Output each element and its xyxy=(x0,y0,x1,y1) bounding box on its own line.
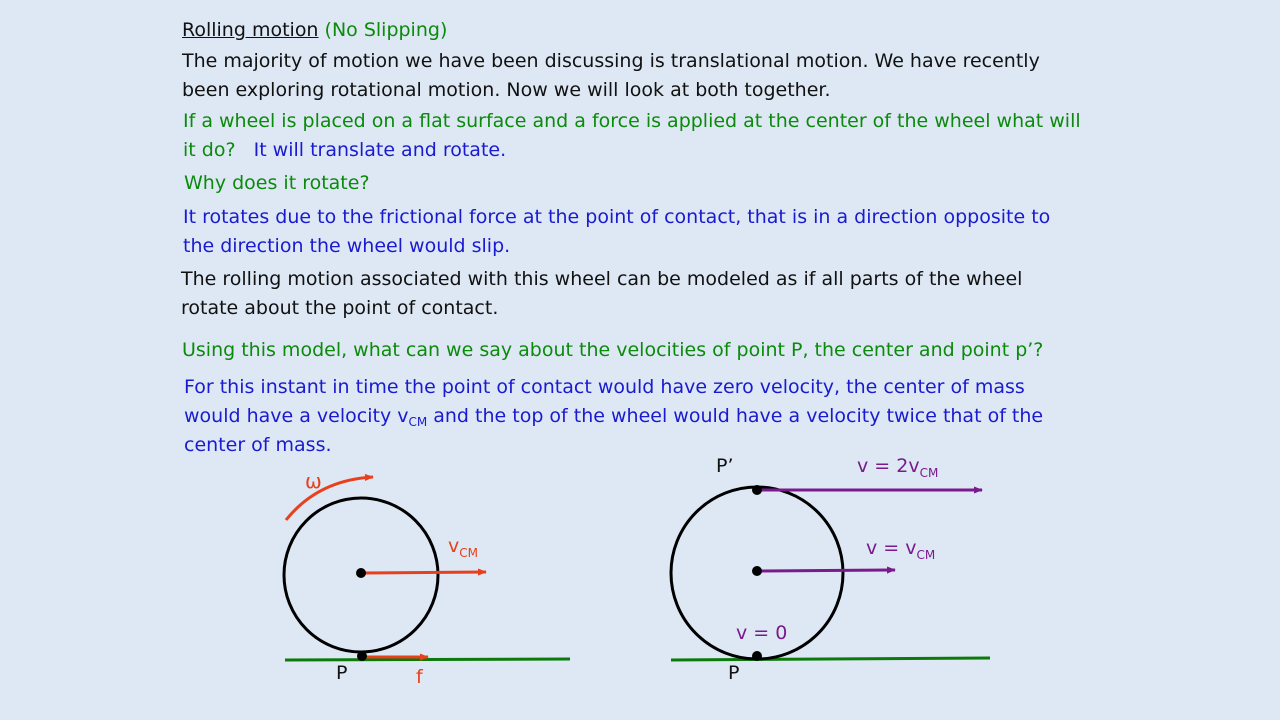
answer-2-line-2: the direction the wheel would slip. xyxy=(183,235,511,257)
right-point-p-label: P xyxy=(728,662,740,684)
top-velocity-main: v = 2v xyxy=(857,455,920,477)
left-center-dot xyxy=(356,568,366,578)
center-velocity-sub: CM xyxy=(916,548,936,562)
right-wheel-diagram xyxy=(671,455,990,684)
right-ground-line xyxy=(671,658,990,660)
center-velocity-main: v = v xyxy=(866,537,917,559)
left-point-p-label: P xyxy=(336,662,348,684)
answer-3-line-2-sub: CM xyxy=(408,415,428,429)
top-velocity-sub: CM xyxy=(919,466,939,480)
zero-velocity-label: v = 0 xyxy=(736,622,788,644)
left-wheel-diagram xyxy=(284,469,570,688)
question-3: Using this model, what can we say about the velocities of point P, the center and point p’? xyxy=(182,339,1044,361)
vcm-label xyxy=(448,535,478,560)
intro-line-1: The majority of motion we have been discussing is translational motion. We have recently xyxy=(182,50,1040,72)
model-line-1: The rolling motion associated with this wheel can be modeled as if all parts of the wheel xyxy=(181,268,1023,290)
question-2: Why does it rotate? xyxy=(184,172,370,194)
right-contact-dot xyxy=(752,651,762,661)
title-main: Rolling motion xyxy=(182,19,319,41)
vcm-label-sub: CM xyxy=(459,546,478,560)
question-1-line-1: If a wheel is placed on a flat surface and a force is applied at the center of the wheel what will xyxy=(183,110,1081,132)
answer-2-line-1: It rotates due to the frictional force at the point of contact, that is in a direction opposite to xyxy=(183,206,1051,228)
vcm-arrow xyxy=(361,572,486,573)
title-paren: (No Slipping) xyxy=(324,19,448,41)
answer-1-text: It will translate and rotate. xyxy=(253,139,507,161)
center-velocity-arrow xyxy=(757,570,895,571)
p-prime-label: P’ xyxy=(716,455,734,477)
friction-label: f xyxy=(416,666,423,688)
left-ground-line xyxy=(285,659,570,660)
model-line-2: rotate about the point of contact. xyxy=(181,297,499,319)
right-center-dot xyxy=(752,566,762,576)
center-velocity-label xyxy=(866,537,935,562)
left-contact-dot xyxy=(357,651,367,661)
intro-line-2: been exploring rotational motion. Now we will look at both together. xyxy=(182,79,831,101)
omega-label: ω xyxy=(305,469,322,493)
answer-3-line-3: center of mass. xyxy=(184,434,332,456)
answer-3-line-2-pre: would have a velocity v xyxy=(184,405,409,427)
vcm-label-main: v xyxy=(448,535,460,557)
answer-3-line-1: For this instant in time the point of contact would have zero velocity, the center of mass xyxy=(184,376,1025,398)
answer-3-line-2-post: and the top of the wheel would have a velocity twice that of the xyxy=(427,405,1044,427)
question-1-text: it do? xyxy=(183,139,236,161)
top-velocity-label xyxy=(857,455,938,480)
right-top-dot xyxy=(752,485,762,495)
